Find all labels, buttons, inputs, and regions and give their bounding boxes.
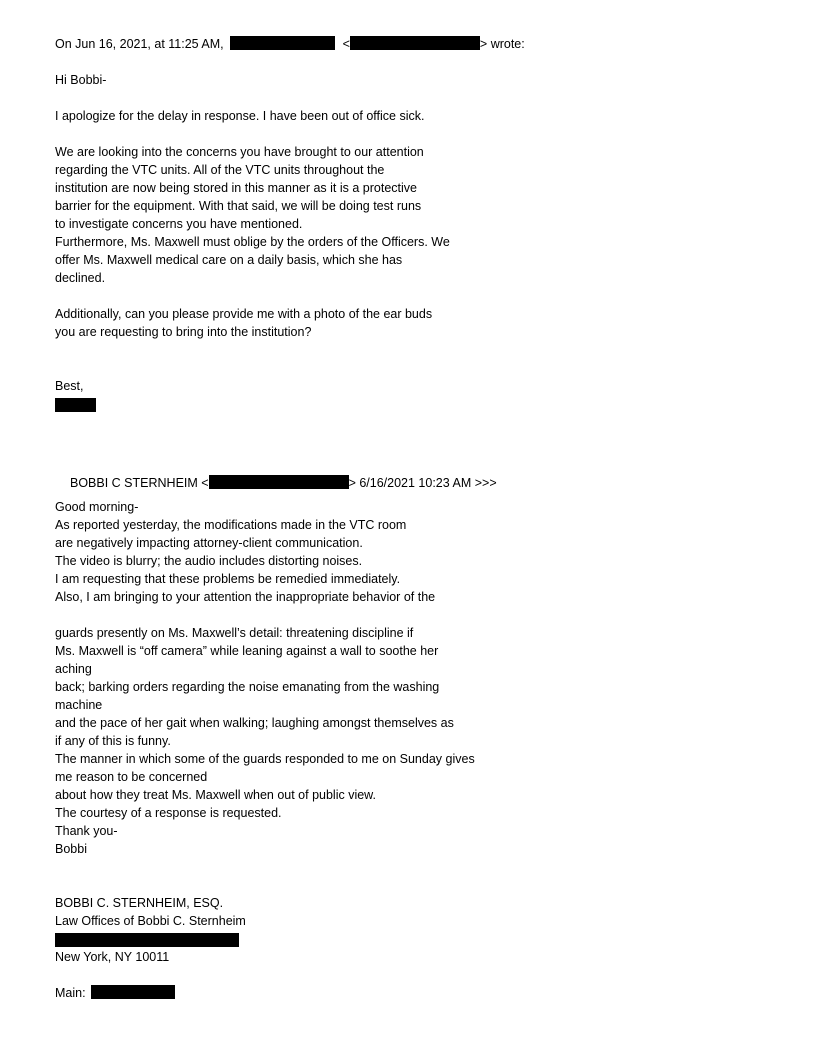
header-sender: BOBBI C STERNHEIM <	[70, 476, 209, 490]
header-wrote: > wrote:	[479, 37, 525, 51]
paragraph-line: Furthermore, Ms. Maxwell must oblige by the orders of the Officers. We	[55, 235, 450, 249]
redaction-sender-email	[350, 36, 480, 50]
body-line: Also, I am bringing to your attention the inappropriate behavior of the	[55, 590, 436, 604]
body-line: about how they treat Ms. Maxwell when out of public view.	[55, 788, 376, 802]
header-lt: <	[342, 37, 350, 51]
redaction-sender-email	[209, 475, 349, 489]
paragraph-line: regarding the VTC units. All of the VTC units throughout the	[55, 163, 385, 177]
body-line: guards presently on Ms. Maxwell’s detail: threatening discipline if	[55, 626, 414, 640]
body-line: me reason to be concerned	[55, 770, 208, 784]
paragraph-line: We are looking into the concerns you have brought to our attention	[55, 145, 424, 159]
body-line: As reported yesterday, the modifications made in the VTC room	[55, 518, 407, 532]
paragraph-line: barrier for the equipment. With that said, we will be doing test runs	[55, 199, 422, 213]
header-timestamp: > 6/16/2021 10:23 AM >>>	[348, 476, 497, 490]
paragraph-line: declined.	[55, 271, 106, 285]
body-line: The video is blurry; the audio includes distorting noises.	[55, 554, 363, 568]
first-email-header	[55, 35, 525, 53]
header-date-text: On Jun 16, 2021, at 11:25 AM,	[55, 37, 224, 51]
paragraph-line: offer Ms. Maxwell medical care on a daily basis, which she has	[55, 253, 403, 267]
paragraph-line: Additionally, can you please provide me with a photo of the ear buds	[55, 307, 433, 321]
body-line: machine	[55, 698, 103, 712]
body-line: back; barking orders regarding the noise emanating from the washing	[55, 680, 440, 694]
signature-firm: Law Offices of Bobbi C. Sternheim	[55, 914, 246, 928]
signature-name: BOBBI C. STERNHEIM, ESQ.	[55, 896, 224, 910]
signature-city: New York, NY 10011	[55, 950, 170, 964]
body-line: The manner in which some of the guards responded to me on Sunday gives	[55, 752, 475, 766]
greeting: Hi Bobbi-	[55, 73, 107, 87]
paragraph-line: to investigate concerns you have mentioned.	[55, 217, 303, 231]
redaction-address	[55, 933, 239, 947]
body-line: are negatively impacting attorney-client communication.	[55, 536, 363, 550]
paragraph-line: institution are now being stored in this manner as it is a protective	[55, 181, 417, 195]
paragraph-line: you are requesting to bring into the institution?	[55, 325, 312, 339]
signature-main-phone	[55, 984, 175, 1002]
body-line: I am requesting that these problems be remedied immediately.	[55, 572, 401, 586]
body-line: if any of this is funny.	[55, 734, 171, 748]
closing: Best,	[55, 379, 84, 393]
body-line: and the pace of her gait when walking; laughing amongst themselves as	[55, 716, 454, 730]
body-line: The courtesy of a response is requested.	[55, 806, 282, 820]
main-label: Main:	[55, 986, 86, 1000]
redaction-phone	[91, 985, 175, 999]
body-line: Bobbi	[55, 842, 87, 856]
second-email-header	[70, 474, 497, 492]
body-line: Good morning-	[55, 500, 139, 514]
redaction-signature	[55, 398, 96, 412]
body-line: Thank you-	[55, 824, 118, 838]
paragraph-apology: I apologize for the delay in response. I have been out of office sick.	[55, 109, 425, 123]
redaction-sender-name	[230, 36, 335, 50]
body-line: aching	[55, 662, 92, 676]
body-line: Ms. Maxwell is “off camera” while leaning against a wall to soothe her	[55, 644, 439, 658]
